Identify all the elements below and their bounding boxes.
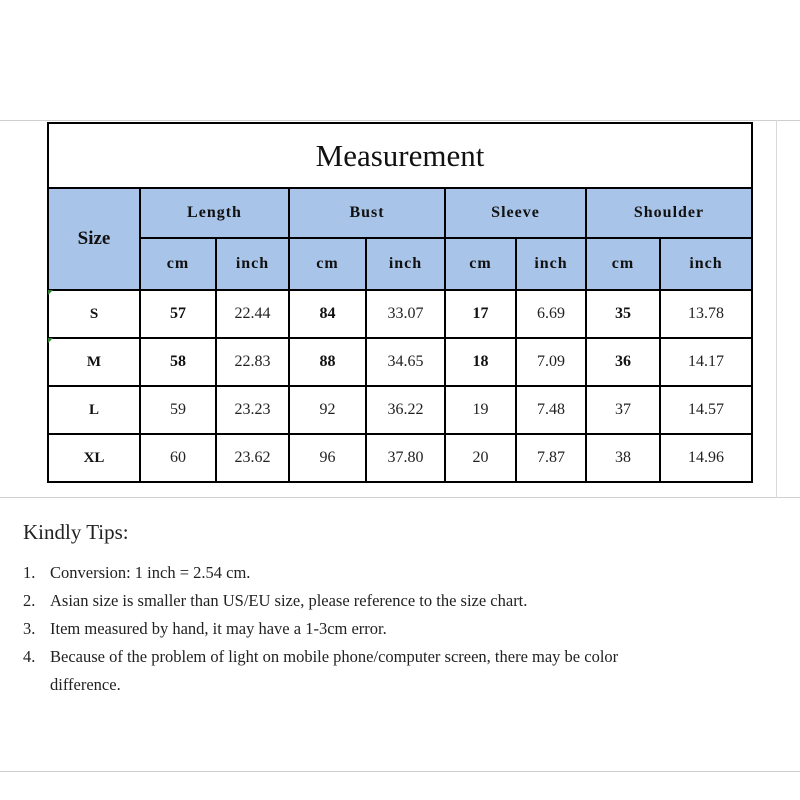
group-header-sleeve: Sleeve (445, 188, 586, 238)
length-inch-cell: 22.44 (216, 290, 289, 338)
table-row (48, 434, 752, 482)
length-cm-cell: 57 (140, 290, 216, 338)
length-cm-cell: 59 (140, 386, 216, 434)
group-header-shoulder: Shoulder (586, 188, 752, 238)
list-item (23, 587, 690, 615)
length-inch-cell: 22.83 (216, 338, 289, 386)
length-cm-cell: 60 (140, 434, 216, 482)
bust-inch-cell: 37.80 (366, 434, 445, 482)
bust-cm-cell: 88 (289, 338, 366, 386)
tip-text: Asian size is smaller than US/EU size, please reference to the size chart. (50, 591, 528, 610)
bust-inch-cell: 34.65 (366, 338, 445, 386)
unit-header-cm: cm (289, 238, 366, 290)
shoulder-inch-cell: 13.78 (660, 290, 752, 338)
shoulder-inch-cell: 14.96 (660, 434, 752, 482)
unit-header-cm: cm (586, 238, 660, 290)
shoulder-cm-cell: 35 (586, 290, 660, 338)
size-cell: S (48, 290, 140, 338)
table-row (48, 338, 752, 386)
bust-inch-cell: 33.07 (366, 290, 445, 338)
bust-cm-cell: 84 (289, 290, 366, 338)
length-inch-cell: 23.62 (216, 434, 289, 482)
unit-header-inch: inch (366, 238, 445, 290)
size-cell: M (48, 338, 140, 386)
unit-header-cm: cm (140, 238, 216, 290)
size-cell: L (48, 386, 140, 434)
tips-title: Kindly Tips: (23, 520, 129, 544)
group-header-length: Length (140, 188, 289, 238)
tip-text: Because of the problem of light on mobile phone/computer screen, there may be color difference. (50, 647, 619, 694)
kindly-tips-section (23, 520, 690, 699)
tip-text: Conversion: 1 inch = 2.54 cm. (50, 563, 251, 582)
unit-header-inch: inch (516, 238, 586, 290)
top-divider (0, 120, 800, 121)
length-inch-cell: 23.23 (216, 386, 289, 434)
sleeve-inch-cell: 7.48 (516, 386, 586, 434)
tip-text: Item measured by hand, it may have a 1-3cm error. (50, 619, 387, 638)
tips-list (23, 559, 690, 699)
bottom-divider (0, 771, 800, 772)
list-item (23, 615, 690, 643)
list-item (23, 559, 690, 587)
tip-number: 4. (23, 647, 36, 666)
size-header: Size (48, 188, 140, 290)
list-item (23, 643, 690, 699)
shoulder-cm-cell: 38 (586, 434, 660, 482)
bust-cm-cell: 96 (289, 434, 366, 482)
sleeve-cm-cell: 18 (445, 338, 516, 386)
sleeve-cm-cell: 19 (445, 386, 516, 434)
length-cm-cell: 58 (140, 338, 216, 386)
mid-divider (0, 497, 800, 498)
sleeve-inch-cell: 6.69 (516, 290, 586, 338)
tip-number: 1. (23, 563, 36, 582)
shoulder-inch-cell: 14.57 (660, 386, 752, 434)
bust-inch-cell: 36.22 (366, 386, 445, 434)
unit-header-inch: inch (216, 238, 289, 290)
size-chart-table (47, 122, 753, 483)
bust-cm-cell: 92 (289, 386, 366, 434)
table-row (48, 386, 752, 434)
shoulder-cm-cell: 37 (586, 386, 660, 434)
unit-header-inch: inch (660, 238, 752, 290)
shoulder-cm-cell: 36 (586, 338, 660, 386)
sleeve-inch-cell: 7.87 (516, 434, 586, 482)
table-row (48, 290, 752, 338)
right-edge-line (776, 120, 777, 498)
group-header-bust: Bust (289, 188, 445, 238)
unit-header-cm: cm (445, 238, 516, 290)
tip-number: 2. (23, 591, 36, 610)
size-cell: XL (48, 434, 140, 482)
tip-number: 3. (23, 619, 36, 638)
shoulder-inch-cell: 14.17 (660, 338, 752, 386)
sleeve-cm-cell: 17 (445, 290, 516, 338)
sleeve-inch-cell: 7.09 (516, 338, 586, 386)
sleeve-cm-cell: 20 (445, 434, 516, 482)
table-title: Measurement (48, 123, 752, 188)
